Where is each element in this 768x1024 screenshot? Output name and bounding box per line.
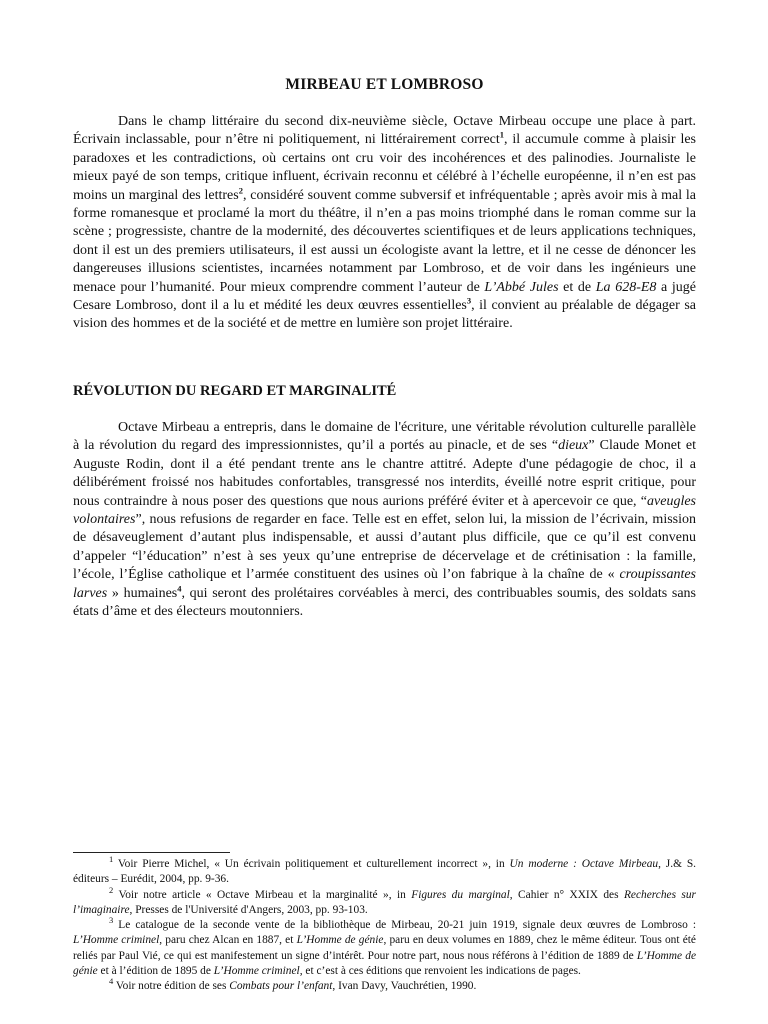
- italic-text: dieux: [558, 438, 589, 454]
- text-run: , paru chez Alcan en 1887, et: [159, 934, 297, 947]
- footnote-reference: 4: [177, 583, 182, 593]
- text-run: , il convient au préalable de dégager sa vision des hommes et de la société et de mettre en lumière son projet littéraire.: [73, 298, 696, 332]
- footnote-3: [73, 915, 697, 979]
- intro-paragraph: [73, 113, 696, 334]
- text-run: Voir notre article « Octave Mirbeau et la marginalité », in: [113, 888, 412, 901]
- text-run: , Cahier n° XXIX des: [509, 888, 624, 901]
- footnote-4: [73, 976, 696, 994]
- italic-text: Combats pour l’enfant: [229, 980, 333, 993]
- footnote-reference: 3: [109, 915, 114, 926]
- footnote-2: [73, 884, 696, 919]
- italic-text: Un moderne : Octave Mirbeau: [509, 858, 659, 870]
- text-run: , qui seront des prolétaires corvéables à merci, des contribuables soumis, des soldats sans états d’âme et des électeurs moutonniers.: [73, 585, 696, 620]
- text-run: Dans le champ littéraire du second dix-neuvième siècle, Octave Mirbeau occupe une place à part. Écrivain inclassable, pour n’être ni politiquement, ni littérairement correct: [73, 114, 696, 148]
- footnote-separator: [73, 852, 230, 853]
- italic-text: L’Homme de génie: [296, 934, 384, 947]
- footnote-reference: 1: [499, 129, 505, 140]
- text-run: Octave Mirbeau a entrepris, dans le domaine de l'écriture, une véritable révolution culturelle parallèle à la révolution du regard des impressionnistes, qu’il a portés au pinacle, et de ses “: [73, 420, 696, 454]
- footnote-reference: 1: [109, 854, 114, 865]
- text-run: et de: [558, 279, 596, 295]
- italic-text: L’Homme de génie: [73, 949, 697, 978]
- text-run: a jugé Cesare Lombroso, dont il a lu et médité les deux œuvres essentielles: [73, 279, 696, 314]
- text-run: Voir notre édition de ses: [113, 980, 230, 993]
- italic-text: La 628-E8: [595, 279, 657, 295]
- italic-text: Figures du marginal: [411, 888, 510, 901]
- text-run: » humaines: [107, 585, 178, 601]
- page-title: MIRBEAU ET LOMBROSO: [285, 76, 484, 93]
- text-run: Le catalogue de la seconde vente de la bibliothèque de Mirbeau, 20-21 juin 1919, signale deux œuvres de Lombroso :: [113, 919, 696, 932]
- footnote-reference: 3: [466, 295, 472, 306]
- italic-text: aveugles volontaires: [73, 493, 696, 528]
- footnote-reference: 4: [109, 976, 114, 987]
- text-run: , J.& S. éditeurs – Eurédit, 2004, pp. 9-36.: [73, 858, 697, 886]
- footnote-1: [73, 854, 697, 888]
- footnote-reference: 2: [109, 884, 114, 895]
- text-run: ” Claude Monet et Auguste Rodin, dont il a été pendant trente ans le chantre attitré. Adepte d'une pédagogie de choc, il a délibérément froissé nos habitudes confortables, transgressé nos interdits, éveillé notre esprit critique, pour nous contraindre à nous poser des questions que nous aurions préféré éviter et à apercevoir ce que, “: [73, 438, 696, 509]
- italic-text: L’Homme criminel,: [213, 965, 303, 978]
- text-run: , paru en deux volumes en 1889, chez le même éditeur. Tous ont été reliés par Paul Vié, ce qui est manifestement un signe d’intérêt. Pour notre part, nous nous référons à l’édition de 1889 de: [73, 934, 696, 962]
- text-run: , Presses de l'Université d'Angers, 2003, pp. 93-103.: [129, 903, 368, 916]
- text-run: et c’est à ces éditions que renvoient les indications de pages.: [302, 965, 581, 978]
- footnotes: [73, 852, 696, 995]
- italic-text: L’Homme criminel: [73, 934, 160, 947]
- italic-text: L’Abbé Jules: [484, 279, 559, 295]
- section-paragraph: [73, 419, 696, 621]
- text-run: , considéré souvent comme subversif et infréquentable ; après avoir mis à mal la forme romanesque et proclamé la mort du théâtre, il n’en a pas moins triomphé dans le roman comme sur la scène ; progressiste, chantre de la modernité, des découvertes scientifiques et de leurs applications techniques, dont il est un des premiers utilisateurs, il est aussi un écologiste avant la lettre, et il ne cesse de dénoncer les dangereuses illusions scientistes, incarnées notamment par Lombroso, et de voir dans les ingénieurs une menace pour l’humanité. Pour mieux comprendre comment l’auteur de: [73, 187, 696, 295]
- footnote-reference: 2: [238, 184, 243, 195]
- text-run: , il accumule comme à plaisir les paradoxes et les contradictions, où certains ont cru voir des incohérences et des palinodies. Journaliste le mieux payé de son temps, critique influent, écrivain reconnu et célébré à l’échelle européenne, il n’en est pas moins un marginal des lettres: [73, 132, 696, 203]
- italic-text: croupissantes larves: [73, 567, 696, 601]
- text-run: et à l’édition de 1895 de: [97, 965, 214, 978]
- text-run: , Ivan Davy, Vauchrétien, 1990.: [332, 980, 477, 993]
- text-run: Voir Pierre Michel, « Un écrivain politiquement et culturellement incorrect », in: [113, 858, 510, 870]
- section-heading: RÉVOLUTION DU REGARD ET MARGINALITÉ: [73, 383, 397, 399]
- text-run: ”, nous refusions de regarder en face. Telle est en effet, selon lui, la mission de l’écrivain, mission de désaveuglement d’autant plus indispensable, et aussi d’autant plus difficile, que ce qu’il est convenu d’appeler “l’éducation” n’est à ses yeux qu’une entreprise de décervelage et de crétinisation : la famille, l’école, l’Église catholique et l’armée constituent des usines où l’on fabrique à la chaîne de «: [73, 512, 696, 583]
- italic-text: Recherches sur l’imaginaire: [73, 888, 696, 916]
